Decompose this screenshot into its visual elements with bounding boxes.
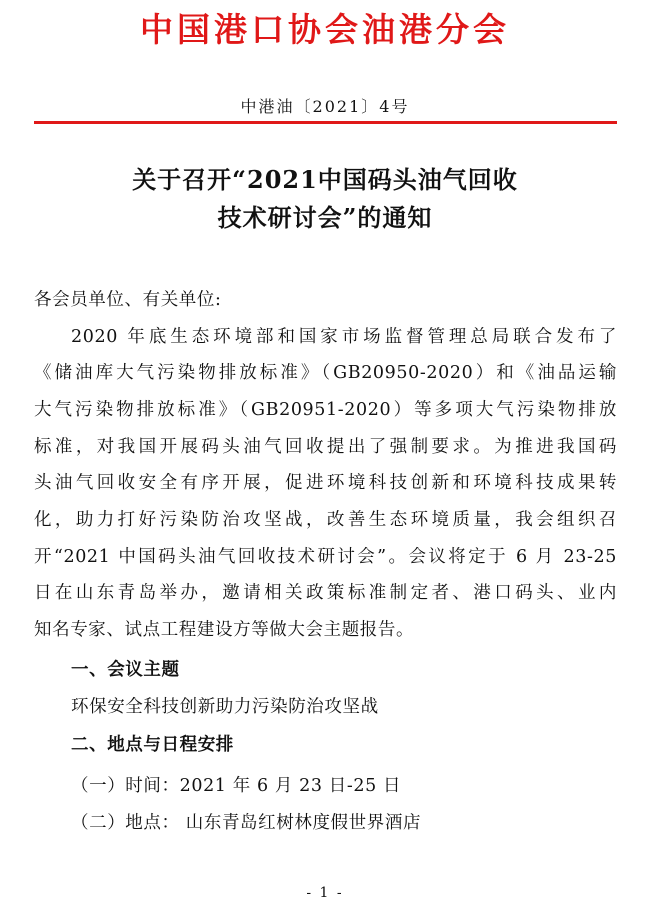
paragraph-line: 《储油库大气污染物排放标准》（GB20950-2020）和《油品运输	[34, 363, 617, 383]
paragraph-line: 头油气回收安全有序开展，促进环境科技创新和环境科技成果转	[34, 473, 617, 493]
paragraph-line: 标准，对我国开展码头油气回收提出了强制要求。为推进我国码	[34, 437, 617, 457]
section1-text: 环保安全科技创新助力污染防治攻坚战	[71, 697, 379, 717]
salutation: 各会员单位、有关单位:	[34, 290, 222, 310]
paragraph-line: 开“2021 中国码头油气回收技术研讨会”。会议将定于 6 月 23-25	[34, 547, 617, 567]
paragraph-line: 2020 年底生态环境部和国家市场监督管理总局联合发布了	[71, 327, 617, 347]
letterhead-organization: 中国港口协会油港分会	[140, 10, 510, 49]
section1-heading: 一、会议主题	[71, 660, 180, 680]
paragraph-line: 知名专家、试点工程建设方等做大会主题报告。	[34, 620, 415, 640]
paragraph-line: 大气污染物排放标准》（GB20951-2020）等多项大气污染物排放	[34, 400, 617, 420]
document-number: 中港油〔2021〕4号	[240, 97, 410, 116]
paragraph-line: 化，助力打好污染防治攻坚战，改善生态环境质量，我会组织召	[34, 510, 617, 530]
schedule-location: （二）地点： 山东青岛红树林度假世界酒店	[71, 813, 422, 833]
paragraph-line: 日在山东青岛举办，邀请相关政策标准制定者、港口码头、业内	[34, 583, 617, 603]
notice-title-line1: 关于召开“2021中国码头油气回收	[132, 165, 518, 194]
page-number: - 1 -	[306, 885, 344, 901]
notice-title-line2: 技术研讨会”的通知	[217, 203, 433, 232]
schedule-time: （一）时间：2021 年 6 月 23 日-25 日	[71, 776, 402, 796]
section2-heading: 二、地点与日程安排	[71, 735, 234, 755]
letterhead-red-rule	[34, 121, 617, 124]
